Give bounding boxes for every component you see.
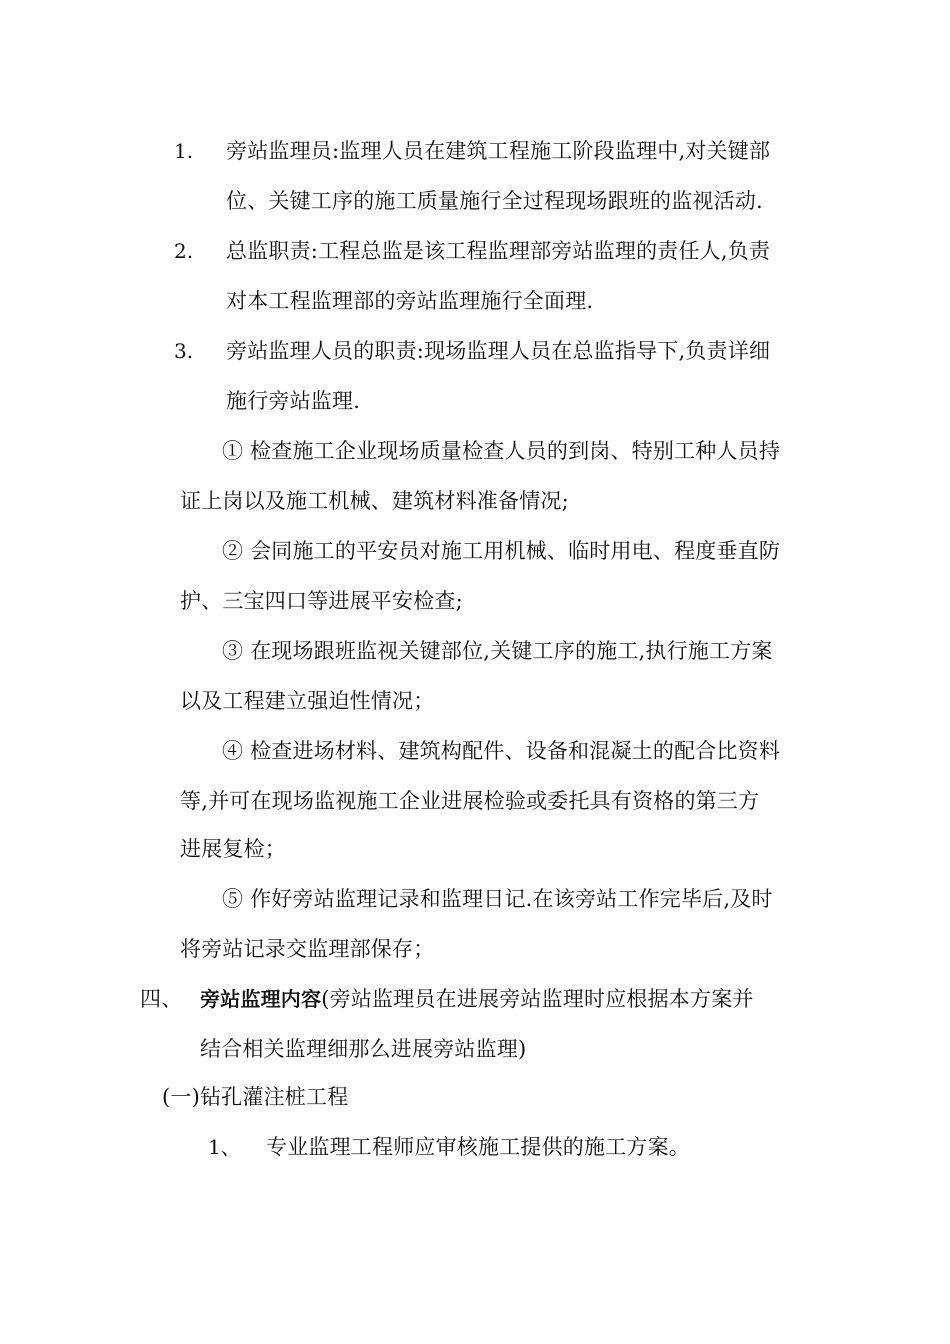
section-4-title: 旁站监理内容: [200, 987, 322, 1011]
duty-5-line-1: ⑤ 作好旁站监理记录和监理日记.在该旁站工作完毕后,及时: [222, 887, 773, 911]
duty-1-line-1: ① 检查施工企业现场质量检查人员的到岗、特别工种人员持: [222, 439, 781, 463]
duty-5-line-2: 将旁站记录交监理部保存；: [180, 937, 435, 961]
duty-2-line-2: 护、三宝四口等进展平安检查;: [180, 589, 463, 613]
duty-4-line-1: ④ 检查进场材料、建筑构配件、设备和混凝土的配合比资料: [222, 739, 781, 763]
item-3-line-2: 施行旁站监理.: [226, 389, 361, 413]
subitem-1-text: 专业监理工程师应审核施工提供的施工方案。: [266, 1135, 690, 1159]
subsection-title: (一)钻孔灌注桩工程: [162, 1085, 349, 1109]
section-4-number: 四、: [140, 987, 183, 1011]
duty-4-line-2: 等,并可在现场监视施工企业进展检验或委托具有资格的第三方: [180, 789, 760, 813]
duty-4-line-3: 进展复检；: [180, 837, 286, 861]
item-3-number: 3.: [174, 339, 194, 363]
duty-3-line-2: 以及工程建立强迫性情况；: [180, 689, 435, 713]
section-4-line-2: 结合相关监理细那么进展旁站监理): [200, 1037, 527, 1061]
duty-2-line-1: ② 会同施工的平安员对施工用机械、临时用电、程度垂直防: [222, 539, 781, 563]
item-2-line-2: 对本工程监理部的旁站监理施行全面理.: [226, 289, 594, 313]
item-2-number: 2.: [174, 239, 194, 263]
subitem-1-number: 1、: [208, 1135, 241, 1159]
section-4-note: (旁站监理员在进展旁站监理时应根据本方案并: [321, 987, 754, 1011]
duty-1-line-2: 证上岗以及施工机械、建筑材料准备情况;: [180, 489, 569, 513]
item-2-line-1: 总监职责:工程总监是该工程监理部旁站监理的责任人,负责: [226, 239, 771, 263]
item-3-line-1: 旁站监理人员的职责:现场监理人员在总监指导下,负责详细: [226, 339, 771, 363]
duty-3-line-1: ③ 在现场跟班监视关键部位,关键工序的施工,执行施工方案: [222, 639, 773, 663]
item-1-number: 1.: [174, 139, 194, 163]
section-4-heading: [200, 984, 754, 1014]
item-1-line-2: 位、关键工序的施工质量施行全过程现场跟班的监视活动.: [226, 189, 763, 213]
item-1-line-1: 旁站监理员:监理人员在建筑工程施工阶段监理中,对关键部: [226, 139, 771, 163]
